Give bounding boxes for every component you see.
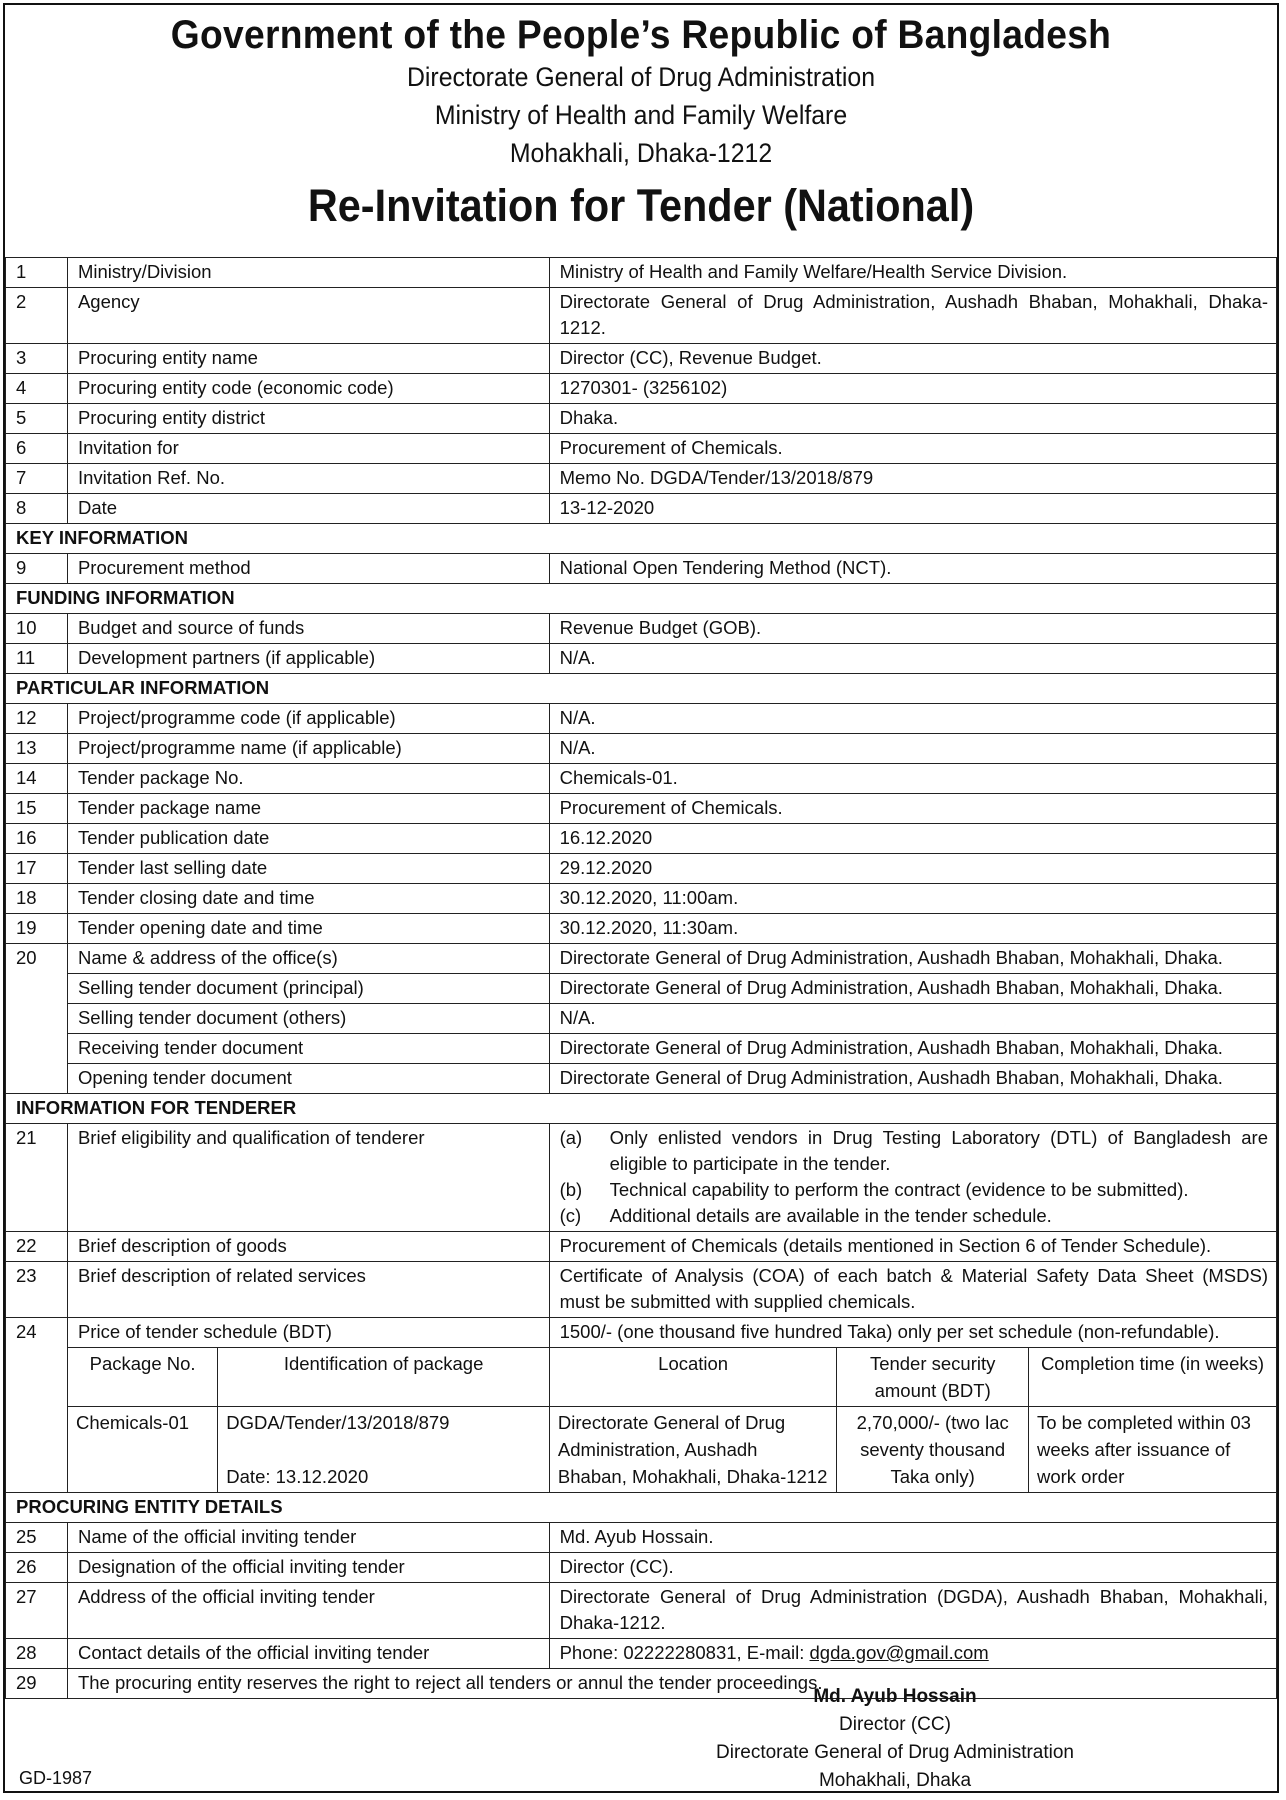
- eligibility-list: [549, 1124, 1276, 1232]
- row-label: Tender package No.: [67, 764, 549, 794]
- row-value: Directorate General of Drug Administration, Aushadh Bhaban, Mohakhali, Dhaka-1212.: [549, 288, 1276, 344]
- row-value: 29.12.2020: [549, 854, 1276, 884]
- section-heading: KEY INFORMATION: [6, 524, 1277, 554]
- row-label: Agency: [67, 288, 549, 344]
- gd-number: GD-1987: [19, 1768, 93, 1788]
- row-number: 23: [6, 1262, 68, 1318]
- row-label: Procuring entity name: [67, 344, 549, 374]
- row-label: Brief description of goods: [67, 1232, 549, 1262]
- table-row: [6, 434, 1277, 464]
- row-number: 4: [6, 374, 68, 404]
- row-label: Brief eligibility and qualification of tenderer: [67, 1124, 549, 1232]
- row-value: 1500/- (one thousand five hundred Taka) only per set schedule (non-refundable).: [549, 1318, 1276, 1348]
- row-number: 20: [6, 944, 68, 1094]
- row-value: Directorate General of Drug Administration, Aushadh Bhaban, Mohakhali, Dhaka.: [549, 944, 1276, 974]
- row-number: 2: [6, 288, 68, 344]
- section-heading-row: [6, 674, 1277, 704]
- row-label: Procurement method: [67, 554, 549, 584]
- table-row: [6, 1124, 1277, 1232]
- table-row: [6, 944, 1277, 974]
- table-row: [6, 1639, 1277, 1669]
- row-number: 9: [6, 554, 68, 584]
- table-row: [6, 734, 1277, 764]
- row-label: Contact details of the official inviting tender: [67, 1639, 549, 1669]
- table-row: [6, 374, 1277, 404]
- contact-phone: Phone: 02222280831, E-mail:: [559, 1642, 810, 1663]
- package-no: Chemicals-01: [75, 1412, 190, 1433]
- row-value: N/A.: [549, 644, 1276, 674]
- row-label: Tender opening date and time: [67, 914, 549, 944]
- section-heading-row: [6, 1493, 1277, 1523]
- tender-notice: [3, 3, 1279, 1793]
- list-text: Only enlisted vendors in Drug Testing Laboratory (DTL) of Bangladesh are eligible to participate in the tender.: [609, 1127, 1268, 1174]
- directorate-line: Directorate General of Drug Administration: [406, 62, 876, 92]
- package-header: Identification of package: [218, 1348, 550, 1407]
- reserve-statement: The procuring entity reserves the right to reject all tenders or annul the tender proceedings.: [67, 1669, 1276, 1699]
- row-number: 15: [6, 794, 68, 824]
- package-table: [68, 1348, 1276, 1492]
- ministry-line: Ministry of Health and Family Welfare: [434, 100, 848, 130]
- table-row: [6, 974, 1277, 1004]
- row-number: 8: [6, 494, 68, 524]
- row-value: Memo No. DGDA/Tender/13/2018/879: [549, 464, 1276, 494]
- table-row: [6, 644, 1277, 674]
- row-value: Directorate General of Drug Administration, Aushadh Bhaban, Mohakhali, Dhaka.: [549, 1064, 1276, 1094]
- list-text: Technical capability to perform the contract (evidence to be submitted).: [609, 1179, 1189, 1200]
- row-number: 27: [6, 1583, 68, 1639]
- row-number: 29: [6, 1669, 68, 1699]
- table-row: [6, 464, 1277, 494]
- package-header-row: [68, 1348, 1276, 1407]
- table-row: [6, 1583, 1277, 1639]
- row-number: 13: [6, 734, 68, 764]
- row-number: 25: [6, 1523, 68, 1553]
- row-value: 1270301- (3256102): [549, 374, 1276, 404]
- row-number: 11: [6, 644, 68, 674]
- row-label: Procuring entity district: [67, 404, 549, 434]
- table-row: [6, 854, 1277, 884]
- table-row: [6, 824, 1277, 854]
- table-row: [6, 554, 1277, 584]
- row-label: Name of the official inviting tender: [67, 1523, 549, 1553]
- row-label: Budget and source of funds: [67, 614, 549, 644]
- row-number: 6: [6, 434, 68, 464]
- row-label: Price of tender schedule (BDT): [67, 1318, 549, 1348]
- package-header: Tender security amount (BDT): [837, 1348, 1029, 1407]
- section-heading: INFORMATION FOR TENDERER: [6, 1094, 1277, 1124]
- package-identification: [218, 1407, 550, 1493]
- email-link[interactable]: dgda.gov@gmail.com: [809, 1642, 989, 1663]
- table-row: [6, 344, 1277, 374]
- table-row: [6, 1232, 1277, 1262]
- row-value: Dhaka.: [549, 404, 1276, 434]
- address-line: Mohakhali, Dhaka-1212: [509, 138, 773, 168]
- list-key: (c): [559, 1205, 582, 1226]
- table-row: [6, 914, 1277, 944]
- row-label: Date: [67, 494, 549, 524]
- row-label: Name & address of the office(s): [67, 944, 549, 974]
- list-item: [560, 1203, 1268, 1229]
- row-value: Director (CC), Revenue Budget.: [549, 344, 1276, 374]
- table-row: [6, 258, 1277, 288]
- row-number: 26: [6, 1553, 68, 1583]
- table-row: [6, 614, 1277, 644]
- package-data-row: [68, 1407, 1276, 1493]
- package-security: 2,70,000/- (two lac seventy thousand Taka only): [837, 1407, 1029, 1493]
- row-value: Certificate of Analysis (COA) of each batch & Material Safety Data Sheet (MSDS) must be submitted with supplied chemicals.: [549, 1262, 1276, 1318]
- list-key: (a): [559, 1127, 583, 1148]
- row-value: National Open Tendering Method (NCT).: [549, 554, 1276, 584]
- package-memo: DGDA/Tender/13/2018/879: [226, 1412, 450, 1433]
- row-value: 16.12.2020: [549, 824, 1276, 854]
- row-number: 17: [6, 854, 68, 884]
- row-value: Directorate General of Drug Administration, Aushadh Bhaban, Mohakhali, Dhaka.: [549, 974, 1276, 1004]
- table-row: [6, 704, 1277, 734]
- row-label: Designation of the official inviting tender: [67, 1553, 549, 1583]
- list-item: [560, 1125, 1268, 1177]
- row-label: Selling tender document (principal): [67, 974, 549, 1004]
- row-number: 24: [6, 1318, 68, 1348]
- row-number: 10: [6, 614, 68, 644]
- row-number: 22: [6, 1232, 68, 1262]
- row-value: Ministry of Health and Family Welfare/Health Service Division.: [549, 258, 1276, 288]
- government-heading: Government of the People’s Republic of Bangladesh: [170, 13, 1112, 57]
- package-cell: [67, 1348, 1276, 1493]
- signatory-location: Mohakhali, Dhaka: [818, 1770, 972, 1791]
- row-value: 30.12.2020, 11:30am.: [549, 914, 1276, 944]
- section-heading: FUNDING INFORMATION: [6, 584, 1277, 614]
- signatory-name: Md. Ayub Hossain: [813, 1686, 977, 1707]
- notice-footer: [5, 1673, 1277, 1793]
- table-row: [6, 1064, 1277, 1094]
- row-value: N/A.: [549, 704, 1276, 734]
- row-value: Procurement of Chemicals.: [549, 434, 1276, 464]
- contact-value: [549, 1639, 1276, 1669]
- list-key: (b): [559, 1179, 583, 1200]
- row-number: 12: [6, 704, 68, 734]
- row-value: Procurement of Chemicals.: [549, 794, 1276, 824]
- row-label: Procuring entity code (economic code): [67, 374, 549, 404]
- row-number: 14: [6, 764, 68, 794]
- row-number: 5: [6, 404, 68, 434]
- row-value: Directorate General of Drug Administration, Aushadh Bhaban, Mohakhali, Dhaka.: [549, 1034, 1276, 1064]
- row-label: Tender package name: [67, 794, 549, 824]
- table-row: [6, 288, 1277, 344]
- row-number: 3: [6, 344, 68, 374]
- row-label: Opening tender document: [67, 1064, 549, 1094]
- notice-title: Re-Invitation for Tender (National): [307, 180, 975, 231]
- row-number: 7: [6, 464, 68, 494]
- section-heading: PROCURING ENTITY DETAILS: [6, 1493, 1277, 1523]
- row-label: Ministry/Division: [67, 258, 549, 288]
- list-item: [560, 1177, 1268, 1203]
- row-label: Project/programme code (if applicable): [67, 704, 549, 734]
- row-label: Brief description of related services: [67, 1262, 549, 1318]
- row-number: 21: [6, 1124, 68, 1232]
- row-label: Address of the official inviting tender: [67, 1583, 549, 1639]
- table-row: [6, 1004, 1277, 1034]
- row-value: Procurement of Chemicals (details mentioned in Section 6 of Tender Schedule).: [549, 1232, 1276, 1262]
- row-number: 19: [6, 914, 68, 944]
- package-header: Package No.: [68, 1348, 218, 1407]
- notice-header: [5, 13, 1277, 236]
- row-value: Chemicals-01.: [549, 764, 1276, 794]
- row-value: Md. Ayub Hossain.: [549, 1523, 1276, 1553]
- package-completion: To be completed within 03 weeks after issuance of work order: [1028, 1407, 1276, 1493]
- table-row: [6, 1318, 1277, 1348]
- signatory-designation: Director (CC): [839, 1714, 951, 1735]
- row-value: Director (CC).: [549, 1553, 1276, 1583]
- row-number: 16: [6, 824, 68, 854]
- table-row: [6, 1034, 1277, 1064]
- signatory-office: Directorate General of Drug Administration: [716, 1742, 1074, 1763]
- row-number-spacer: [6, 1348, 68, 1493]
- row-value: N/A.: [549, 1004, 1276, 1034]
- tender-info-table: [5, 257, 1277, 1699]
- row-label: Invitation Ref. No.: [67, 464, 549, 494]
- row-label: Development partners (if applicable): [67, 644, 549, 674]
- table-row: [6, 764, 1277, 794]
- row-number: 28: [6, 1639, 68, 1669]
- package-date: Date: 13.12.2020: [226, 1466, 369, 1487]
- section-heading-row: [6, 524, 1277, 554]
- table-row: [6, 884, 1277, 914]
- row-label: Receiving tender document: [67, 1034, 549, 1064]
- signature-block: [705, 1683, 1085, 1795]
- package-row: [6, 1348, 1277, 1493]
- row-label: Selling tender document (others): [67, 1004, 549, 1034]
- row-number: 1: [6, 258, 68, 288]
- row-label: Tender closing date and time: [67, 884, 549, 914]
- table-row: [6, 494, 1277, 524]
- table-row: [6, 1523, 1277, 1553]
- row-label: Tender last selling date: [67, 854, 549, 884]
- row-label: Tender publication date: [67, 824, 549, 854]
- package-location: Directorate General of Drug Administration, Aushadh Bhaban, Mohakhali, Dhaka-1212: [549, 1407, 836, 1493]
- table-row: [6, 794, 1277, 824]
- table-row: [6, 404, 1277, 434]
- section-heading-row: [6, 1094, 1277, 1124]
- row-value: N/A.: [549, 734, 1276, 764]
- table-row: [6, 1553, 1277, 1583]
- row-label: Invitation for: [67, 434, 549, 464]
- section-heading-row: [6, 584, 1277, 614]
- row-value: 30.12.2020, 11:00am.: [549, 884, 1276, 914]
- row-value: Revenue Budget (GOB).: [549, 614, 1276, 644]
- row-value: 13-12-2020: [549, 494, 1276, 524]
- package-header: Completion time (in weeks): [1028, 1348, 1276, 1407]
- section-heading: PARTICULAR INFORMATION: [6, 674, 1277, 704]
- row-label: Project/programme name (if applicable): [67, 734, 549, 764]
- package-header: Location: [549, 1348, 836, 1407]
- list-text: Additional details are available in the tender schedule.: [609, 1205, 1052, 1226]
- row-value: Directorate General of Drug Administration (DGDA), Aushadh Bhaban, Mohakhali, Dhaka-1212.: [549, 1583, 1276, 1639]
- table-row: [6, 1262, 1277, 1318]
- row-number: 18: [6, 884, 68, 914]
